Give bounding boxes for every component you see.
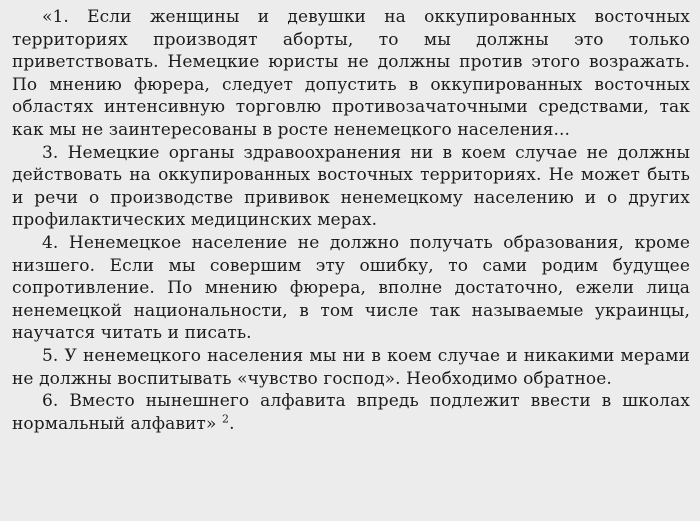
- paragraph-6: [12, 390, 690, 435]
- footnote-marker: 2: [221, 412, 230, 426]
- paragraph-6-text: 6. Вместо нынешнего алфавита впредь подлежит ввести в школах нормальный алфавит»: [12, 391, 690, 434]
- paragraph-4: 4. Ненемецкое население не должно получать образования, кроме низшего. Если мы совершим эту ошибку, то сами родим будущее сопротивление. По мнению фюрера, вполне достаточно, ежели лица ненемецкой национальности, в том числе так называемые украинцы, научатся читать и писать.: [12, 232, 690, 344]
- paragraph-6-ending: .: [229, 413, 235, 434]
- paragraph-3: 3. Немецкие органы здравоохранения ни в коем случае не должны действовать на оккупированных восточных территориях. Не может быть и речи о производстве прививок ненемецкому населению и о других профилактических медицинских мерах.: [12, 142, 690, 231]
- paragraph-5: 5. У ненемецкого населения мы ни в коем случае и никакими мерами не должны воспитывать «чувство господ». Необходимо обратное.: [12, 345, 690, 389]
- paragraph-1: «1. Если женщины и девушки на оккупированных восточных территориях производят аборты, то мы должны это только приветствовать. Немецкие юристы не должны против этого возражать. По мнению фюрера, следует допустить в оккупированных восточных областях интенсивную торговлю противозачаточными средствами, так как мы не заинтересованы в росте ненемецкого населения...: [12, 7, 690, 140]
